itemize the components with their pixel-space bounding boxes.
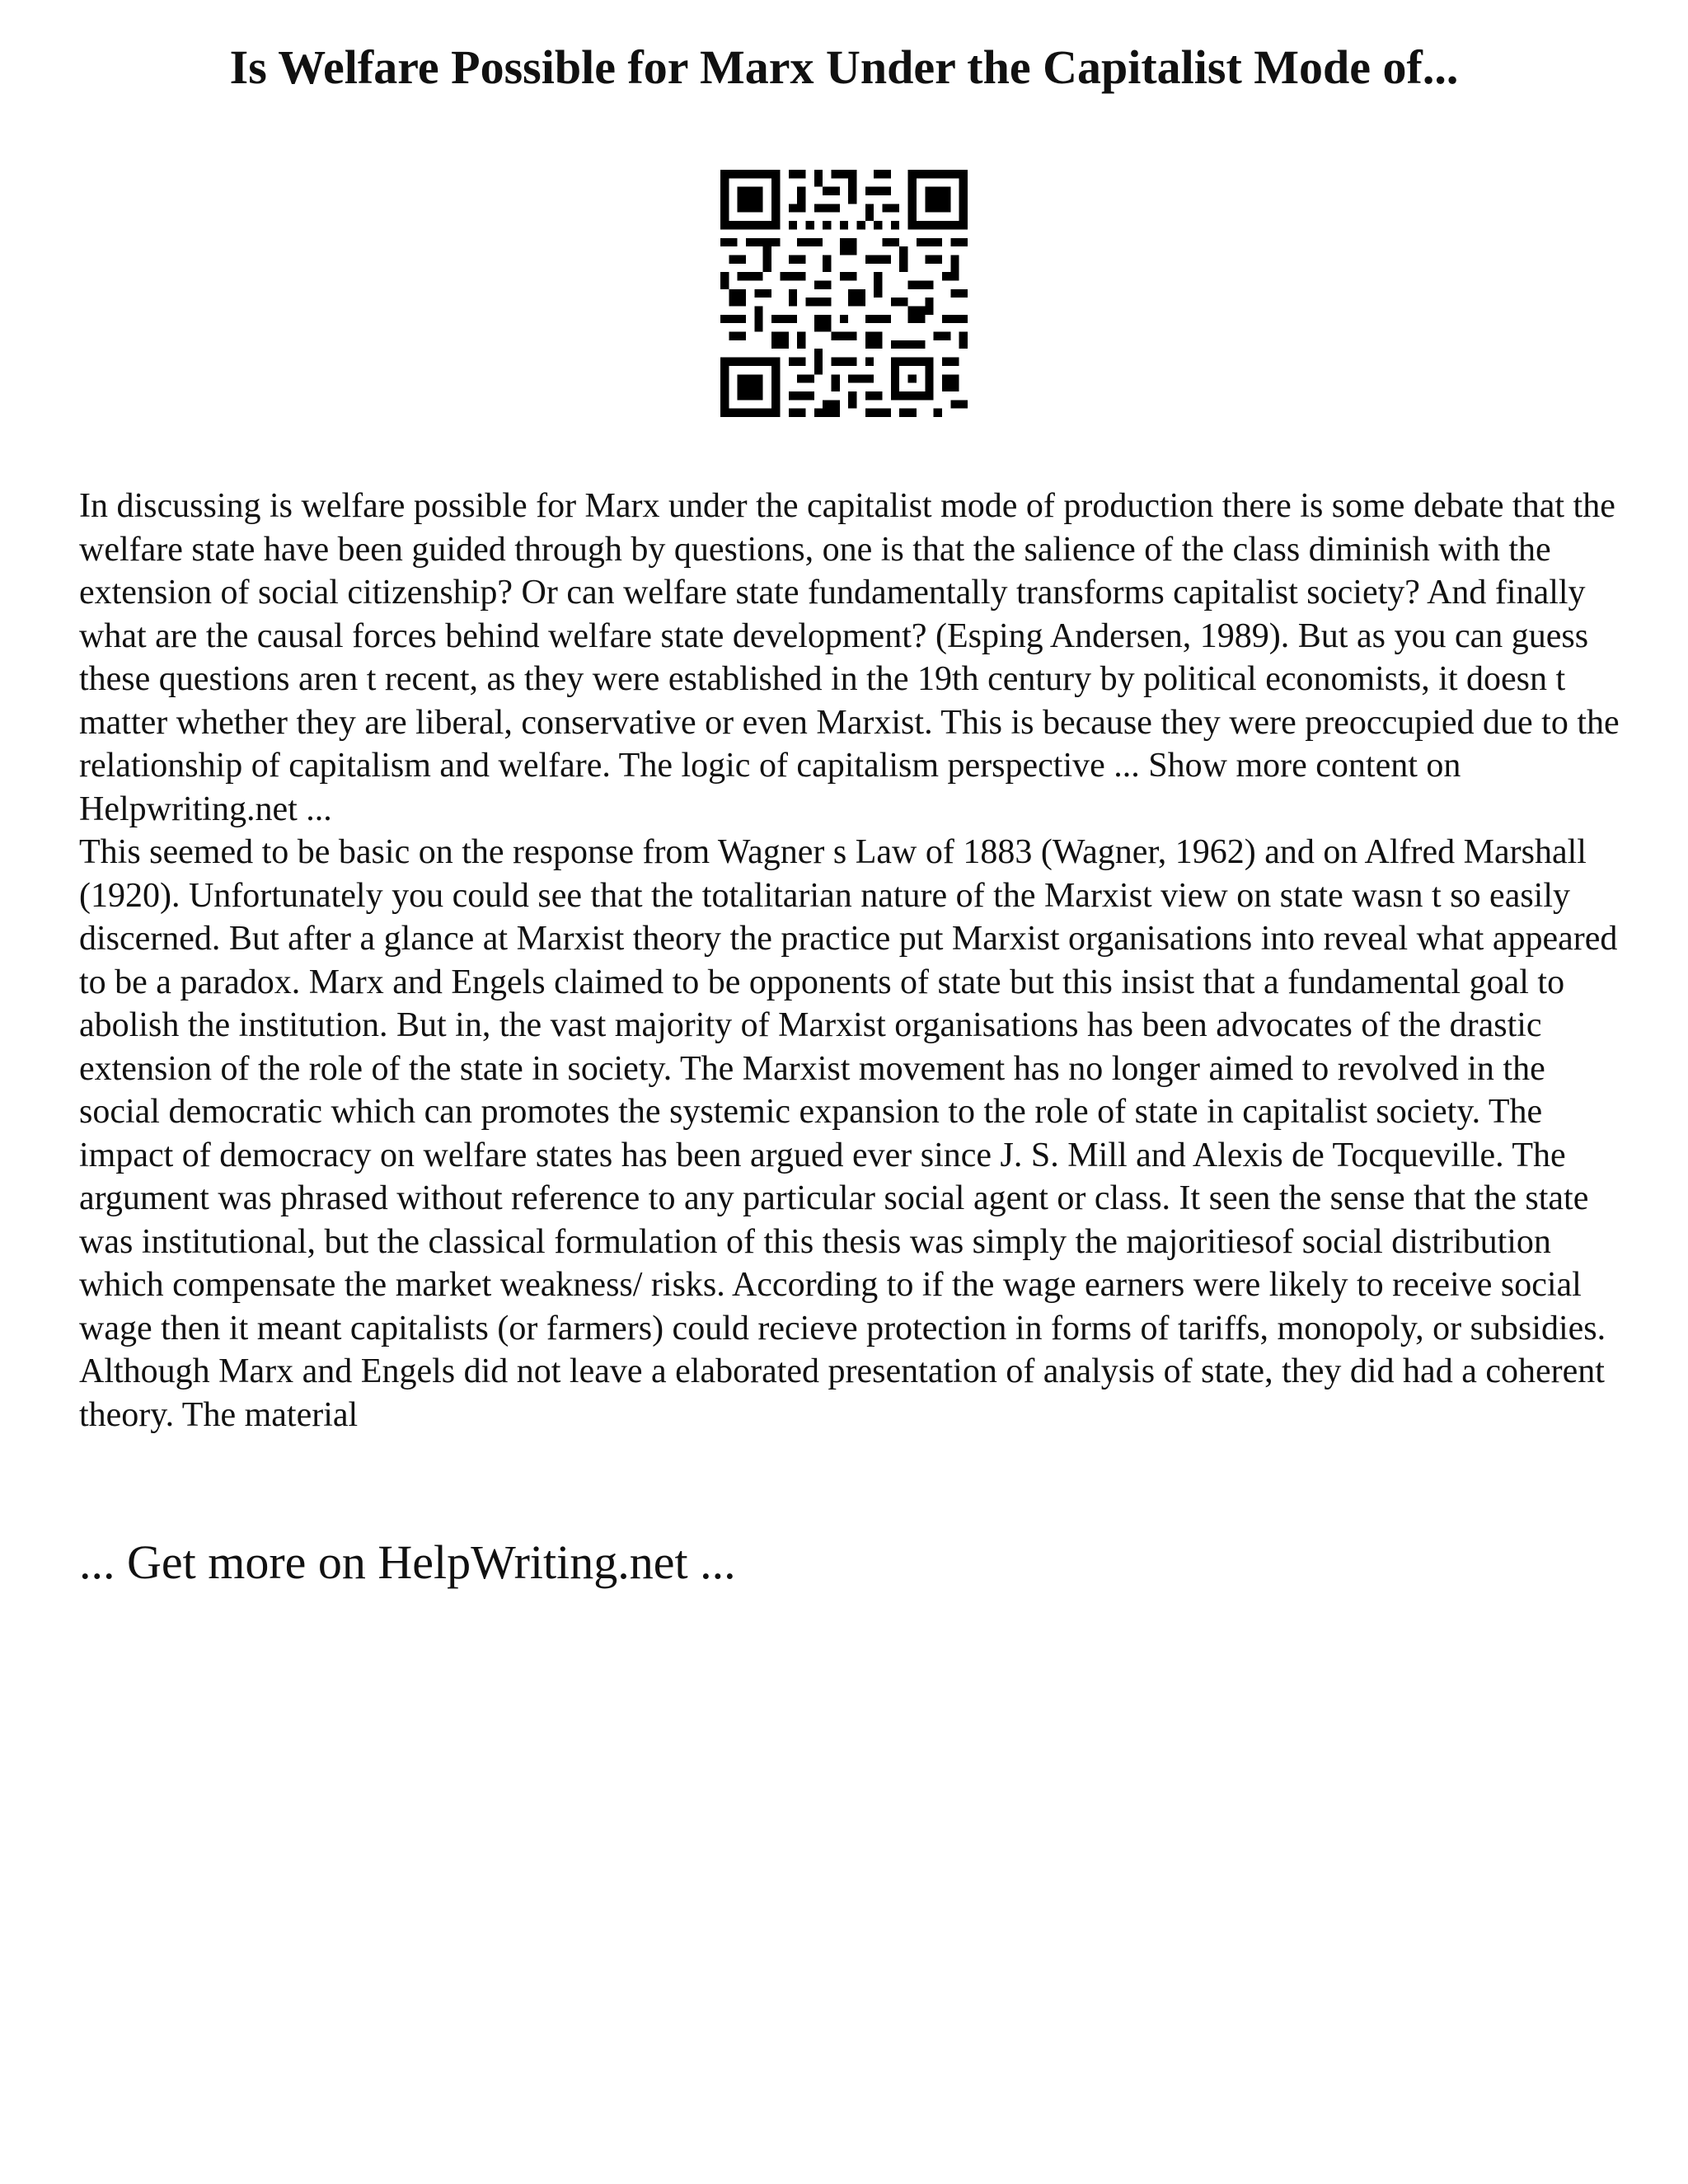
document-body xyxy=(79,485,1620,1436)
body-paragraph-2: This seemed to be basic on the response from Wagner s Law of 1883 (Wagner, 1962) and on Alfred Marshall (1920). Unfortunately you could see that the totalitarian nature of the Marxist view on state wasn t so easily discerned. But after a glance at Marxist theory the practice put Marxist organisations into reveal what appeared to be a paradox. Marx and Engels claimed to be opponents of state but this insist that a fundamental goal to abolish the institution. But in, the vast majority of Marxist organisations has been advocates of the drastic extension of the role of the state in society. The Marxist movement has no longer aimed to revolved in the social democratic which can promotes the systemic expansion to the role of state in capitalist society. The impact of democracy on welfare states has been argued ever since J. S. Mill and Alexis de Tocqueville. The argument was phrased without reference to any particular social agent or class. It seen the sense that the state was institutional, but the classical formulation of this thesis was simply the majoritiesof social distribution which compensate the market weakness/ risks. According to if the wage earners were likely to receive social wage then it meant capitalists (or farmers) could recieve protection in forms of tariffs, monopoly, or subsidies. Although Marx and Engels did not leave a elaborated presentation of analysis of state, they did had a coherent theory. The material xyxy=(79,833,1618,1434)
get-more-link[interactable]: ... Get more on HelpWriting.net ... xyxy=(79,1535,736,1589)
document-title: Is Welfare Possible for Marx Under the Capitalist Mode of... xyxy=(229,40,1459,94)
qr-code xyxy=(720,170,968,417)
body-paragraph-1: In discussing is welfare possible for Marx under the capitalist mode of production there is some debate that the welfare state have been guided through by questions, one is that the salience of the class diminish with the extension of social citizenship? Or can welfare state fundamentally transforms capitalist society? And finally what are the causal forces behind welfare state development? (Esping Andersen, 1989). But as you can guess these questions aren t recent, as they were established in the 19th century by political economists, it doesn t matter whether they are liberal, conservative or even Marxist. This is because they were preoccupied due to the relationship of capitalism and welfare. The logic of capitalism perspective ... Show more content on Helpwriting.net ... xyxy=(79,487,1620,828)
